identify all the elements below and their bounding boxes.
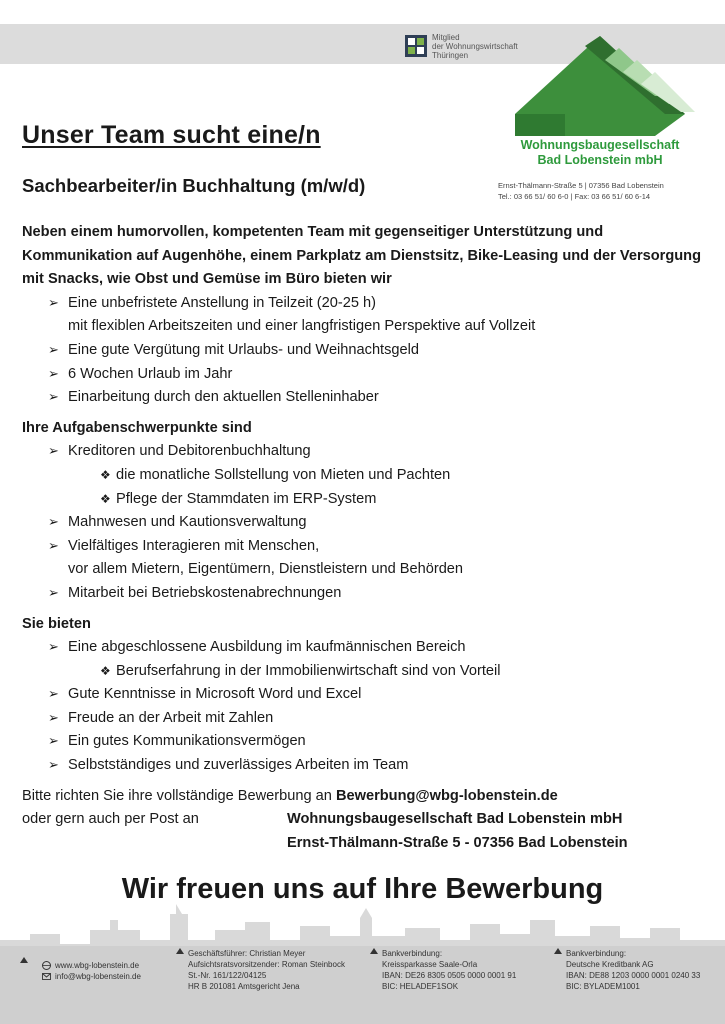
post-address: Ernst-Thälmann-Straße 5 - 07356 Bad Lobenstein [287, 834, 628, 851]
globe-icon [42, 961, 51, 970]
company-contact [498, 180, 708, 202]
offers-list [22, 292, 702, 410]
footer-management [188, 948, 345, 992]
footer-bank1-line-3: IBAN: DE26 8305 0505 0000 0001 91 [382, 971, 517, 980]
list-item [48, 636, 702, 660]
list-item [48, 582, 702, 606]
footer-web-link[interactable]: www.wbg-lobenstein.de [55, 961, 140, 970]
task-1-sub-1: die monatliche Sollstellung von Mieten und Pachten [116, 466, 451, 483]
task-1: Kreditoren und Debitorenbuchhaltung [68, 443, 311, 460]
company-phone: Tel.: 03 66 51/ 60 6-0 | Fax: 03 66 51/ 60 6-14 [498, 192, 651, 201]
member-badge [405, 30, 518, 62]
intro-text: Neben einem humorvollen, kompetenten Team mit gegenseitiger Unterstützung und Kommunikation auf Augenhöhe, einem Parkplatz am Dienstsitz, Bike-Leasing und der Versorgung mit Snacks, wie Obst und Gemüse im Büro bieten wir [22, 224, 701, 288]
requirements-list-continued [22, 683, 702, 777]
footer-bank-2 [566, 948, 700, 992]
footer-bank1-line-4: BIC: HELADEF1SOK [382, 982, 459, 991]
post-row [22, 808, 702, 832]
post-spacer [22, 832, 287, 856]
footer-mgmt-line-1: Geschäftsführer: Christian Meyer [188, 949, 306, 958]
main-content [22, 221, 702, 855]
company-name-line-1: Wohnungsbaugesellschaft [520, 138, 680, 152]
list-item [48, 707, 702, 731]
footer-bank2-line-2: Deutsche Kreditbank AG [566, 960, 654, 969]
list-item [48, 754, 702, 778]
tasks-list [22, 440, 702, 464]
offer-2: Eine gute Vergütung mit Urlaubs- und Weihnachtsgeld [68, 341, 420, 358]
footer-bank1-line-1: Bankverbindung: [382, 949, 443, 958]
footer-bank2-line-1: Bankverbindung: [566, 949, 627, 958]
company-name [500, 138, 700, 168]
post-company-name: Wohnungsbaugesellschaft Bad Lobenstein mbH [287, 811, 623, 828]
footer-mgmt-line-3: St.-Nr. 161/122/04125 [188, 971, 267, 980]
tasks-sublist [22, 464, 702, 511]
task-1-sub-2: Pflege der Stammdaten im ERP-System [116, 490, 377, 507]
list-item [100, 660, 702, 684]
list-item [48, 440, 702, 464]
chevron-up-icon [554, 948, 562, 954]
list-item [48, 363, 702, 387]
list-item [48, 511, 702, 535]
task-3-line-2: vor allem Mietern, Eigentümern, Dienstleistern und Behörden [68, 561, 464, 578]
company-address: Ernst-Thälmann-Straße 5 | 07356 Bad Lobenstein [498, 181, 664, 190]
chevron-up-icon [370, 948, 378, 954]
chevron-up-icon [20, 957, 28, 963]
offer-1-line-2: mit flexiblen Arbeitszeiten und einer langfristigen Perspektive auf Vollzeit [68, 318, 536, 335]
offer-3: 6 Wochen Urlaub im Jahr [68, 365, 233, 382]
list-item [48, 683, 702, 707]
footer-bank-1 [382, 948, 516, 992]
offer-1-line-1: Eine unbefristete Anstellung in Teilzeit (20-25 h) [68, 294, 377, 311]
post-row-address [22, 832, 702, 856]
page-title: Unser Team sucht eine/n [22, 121, 321, 149]
tasks-list-continued [22, 511, 702, 605]
footer [0, 940, 725, 1024]
requirement-1-sub-1: Berufserfahrung in der Immobilienwirtschaft sind von Vorteil [116, 662, 501, 679]
requirement-3: Freude an der Arbeit mit Zahlen [68, 709, 274, 726]
list-item [48, 292, 702, 339]
member-line-1: Mitglied [432, 32, 460, 42]
chevron-up-icon [176, 948, 184, 954]
footer-mail-row [42, 971, 141, 982]
footer-contact [42, 960, 141, 982]
member-line-3: Thüringen [432, 50, 469, 60]
requirements-list [22, 636, 702, 660]
requirements-sublist [22, 660, 702, 684]
requirement-1: Eine abgeschlossene Ausbildung im kaufmännischen Bereich [68, 639, 466, 656]
footer-bank1-line-2: Kreissparkasse Saale-Orla [382, 960, 478, 969]
requirements-heading: Sie bieten [22, 615, 91, 632]
company-logo-icon [505, 36, 700, 136]
footer-bank2-line-4: BIC: BYLADEM1001 [566, 982, 640, 991]
footer-bank2-line-3: IBAN: DE88 1203 0000 0001 0240 33 [566, 971, 701, 980]
task-3-line-1: Vielfältiges Interagieren mit Menschen, [68, 537, 320, 554]
task-4: Mitarbeit bei Betriebskostenabrechnungen [68, 584, 342, 601]
job-title: Sachbearbeiter/in Buchhaltung (m/w/d) [22, 175, 366, 196]
member-logo-icon [405, 35, 427, 57]
apply-section [22, 785, 702, 809]
list-item [100, 488, 702, 512]
list-item [48, 730, 702, 754]
requirement-4: Ein gutes Kommunikationsvermögen [68, 733, 306, 750]
mail-icon [42, 972, 51, 981]
list-item [100, 464, 702, 488]
requirement-2: Gute Kenntnisse in Microsoft Word und Excel [68, 686, 362, 703]
list-item [48, 535, 702, 582]
list-item [48, 339, 702, 363]
task-2: Mahnwesen und Kautionsverwaltung [68, 514, 307, 531]
post-text: oder gern auch per Post an [22, 811, 199, 828]
tasks-heading: Ihre Aufgabenschwerpunkte sind [22, 419, 252, 436]
offer-4: Einarbeitung durch den aktuellen Stelleninhaber [68, 389, 379, 406]
member-line-2: der Wohnungswirtschaft [432, 41, 518, 51]
apply-email-link[interactable]: Bewerbung@wbg-lobenstein.de [335, 787, 558, 804]
company-name-line-2: Bad Lobenstein mbH [537, 153, 663, 167]
requirement-5: Selbstständiges und zuverlässiges Arbeiten im Team [68, 757, 409, 774]
footer-web-row [42, 960, 141, 971]
list-item [48, 386, 702, 410]
footer-mgmt-line-2: Aufsichtsratsvorsitzender: Roman Steinbock [188, 960, 345, 969]
footer-mail-link[interactable]: info@wbg-lobenstein.de [55, 972, 141, 981]
footer-mgmt-line-4: HR B 201081 Amtsgericht Jena [188, 982, 300, 991]
closing-text: Wir freuen uns auf Ihre Bewerbung [121, 873, 604, 905]
apply-text: Bitte richten Sie ihre vollständige Bewerbung an [22, 787, 336, 804]
